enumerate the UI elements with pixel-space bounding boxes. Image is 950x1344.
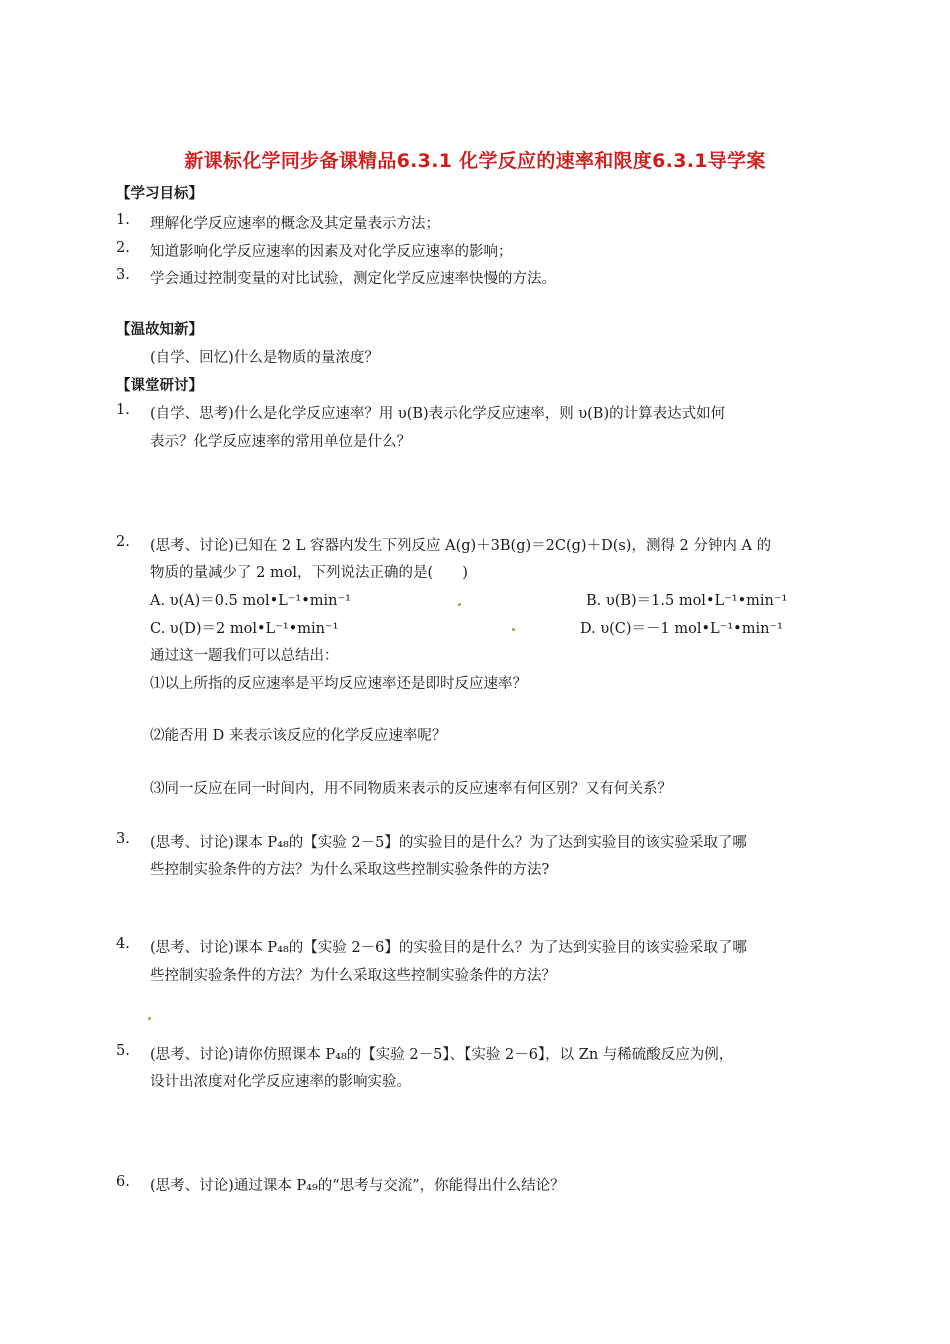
option-a: A. υ(A)＝0.5 mol•L⁻¹•min⁻¹ <box>150 593 351 609</box>
question-text: 些控制实验条件的方法？为什么采取这些控制实验条件的方法？ <box>150 968 556 984</box>
speck <box>148 1017 151 1020</box>
question-text: 些控制实验条件的方法？为什么采取这些控制实验条件的方法? <box>150 862 550 878</box>
question-text: (思考、讨论)已知在 2 L 容器内发生下列反应 A(g)＋3B(g)＝2C(g)＋D(s)，测得 2 分钟内 A 的 <box>150 538 772 554</box>
review-heading: 【温故知新】 <box>116 322 203 338</box>
objective-num: 2. <box>116 240 130 256</box>
question-text: (思考、讨论)课本 P₄₈的【实验 2－6】的实验目的是什么？为了达到实验目的该实验采取了哪 <box>150 940 747 956</box>
option-c: C. υ(D)＝2 mol•L⁻¹•min⁻¹ <box>150 621 339 637</box>
option-b: B. υ(B)＝1.5 mol•L⁻¹•min⁻¹ <box>586 593 788 609</box>
sub-question: ⑵能否用 D 来表示该反应的化学反应速率呢？ <box>150 728 447 744</box>
question-text: (自学、思考)什么是化学反应速率？用 υ(B)表示化学反应速率，则 υ(B)的计算表达式如何 <box>150 406 726 422</box>
question-num: 5. <box>116 1043 130 1059</box>
question-num: 4. <box>116 936 130 952</box>
question-num: 1. <box>116 402 130 418</box>
objective-num: 3. <box>116 267 130 283</box>
page-title: 新课标化学同步备课精品6.3.1 化学反应的速率和限度6.3.1导学案 <box>184 150 766 172</box>
objective-item: 知道影响化学反应速率的因素及对化学反应速率的影响； <box>150 244 513 260</box>
review-question: (自学、回忆)什么是物质的量浓度？ <box>150 350 379 366</box>
summary-text: 通过这一题我们可以总结出： <box>150 648 339 664</box>
sub-question: ⑴以上所指的反应速率是平均反应速率还是即时反应速率？ <box>150 676 527 692</box>
option-d: D. υ(C)＝－1 mol•L⁻¹•min⁻¹ <box>580 621 783 637</box>
question-num: 6. <box>116 1174 130 1190</box>
question-text: 设计出浓度对化学反应速率的影响实验。 <box>150 1074 411 1090</box>
question-num: 3. <box>116 831 130 847</box>
sub-question: ⑶同一反应在同一时间内，用不同物质来表示的反应速率有何区别？又有何关系？ <box>150 781 672 797</box>
question-text: (思考、讨论)通过课本 P₄₉的“思考与交流”，你能得出什么结论？ <box>150 1178 565 1194</box>
speck <box>512 628 515 631</box>
question-text: (思考、讨论)课本 P₄₈的【实验 2－5】的实验目的是什么？为了达到实验目的该实验采取了哪 <box>150 835 747 851</box>
question-num: 2. <box>116 534 130 550</box>
objective-num: 1. <box>116 212 130 228</box>
question-text: (思考、讨论)请你仿照课本 P₄₈的【实验 2－5】、【实验 2－6】，以 Zn 与稀硫酸反应为例， <box>150 1047 734 1063</box>
question-text: 表示？化学反应速率的常用单位是什么？ <box>150 434 411 450</box>
class-heading: 【课堂研讨】 <box>116 378 203 394</box>
objective-item: 学会通过控制变量的对比试验，测定化学反应速率快慢的方法。 <box>150 271 556 287</box>
objective-item: 理解化学反应速率的概念及其定量表示方法； <box>150 216 440 232</box>
objectives-heading: 【学习目标】 <box>116 186 203 202</box>
speck <box>458 603 461 606</box>
question-text: 物质的量减少了 2 mol，下列说法正确的是( ) <box>150 565 468 581</box>
